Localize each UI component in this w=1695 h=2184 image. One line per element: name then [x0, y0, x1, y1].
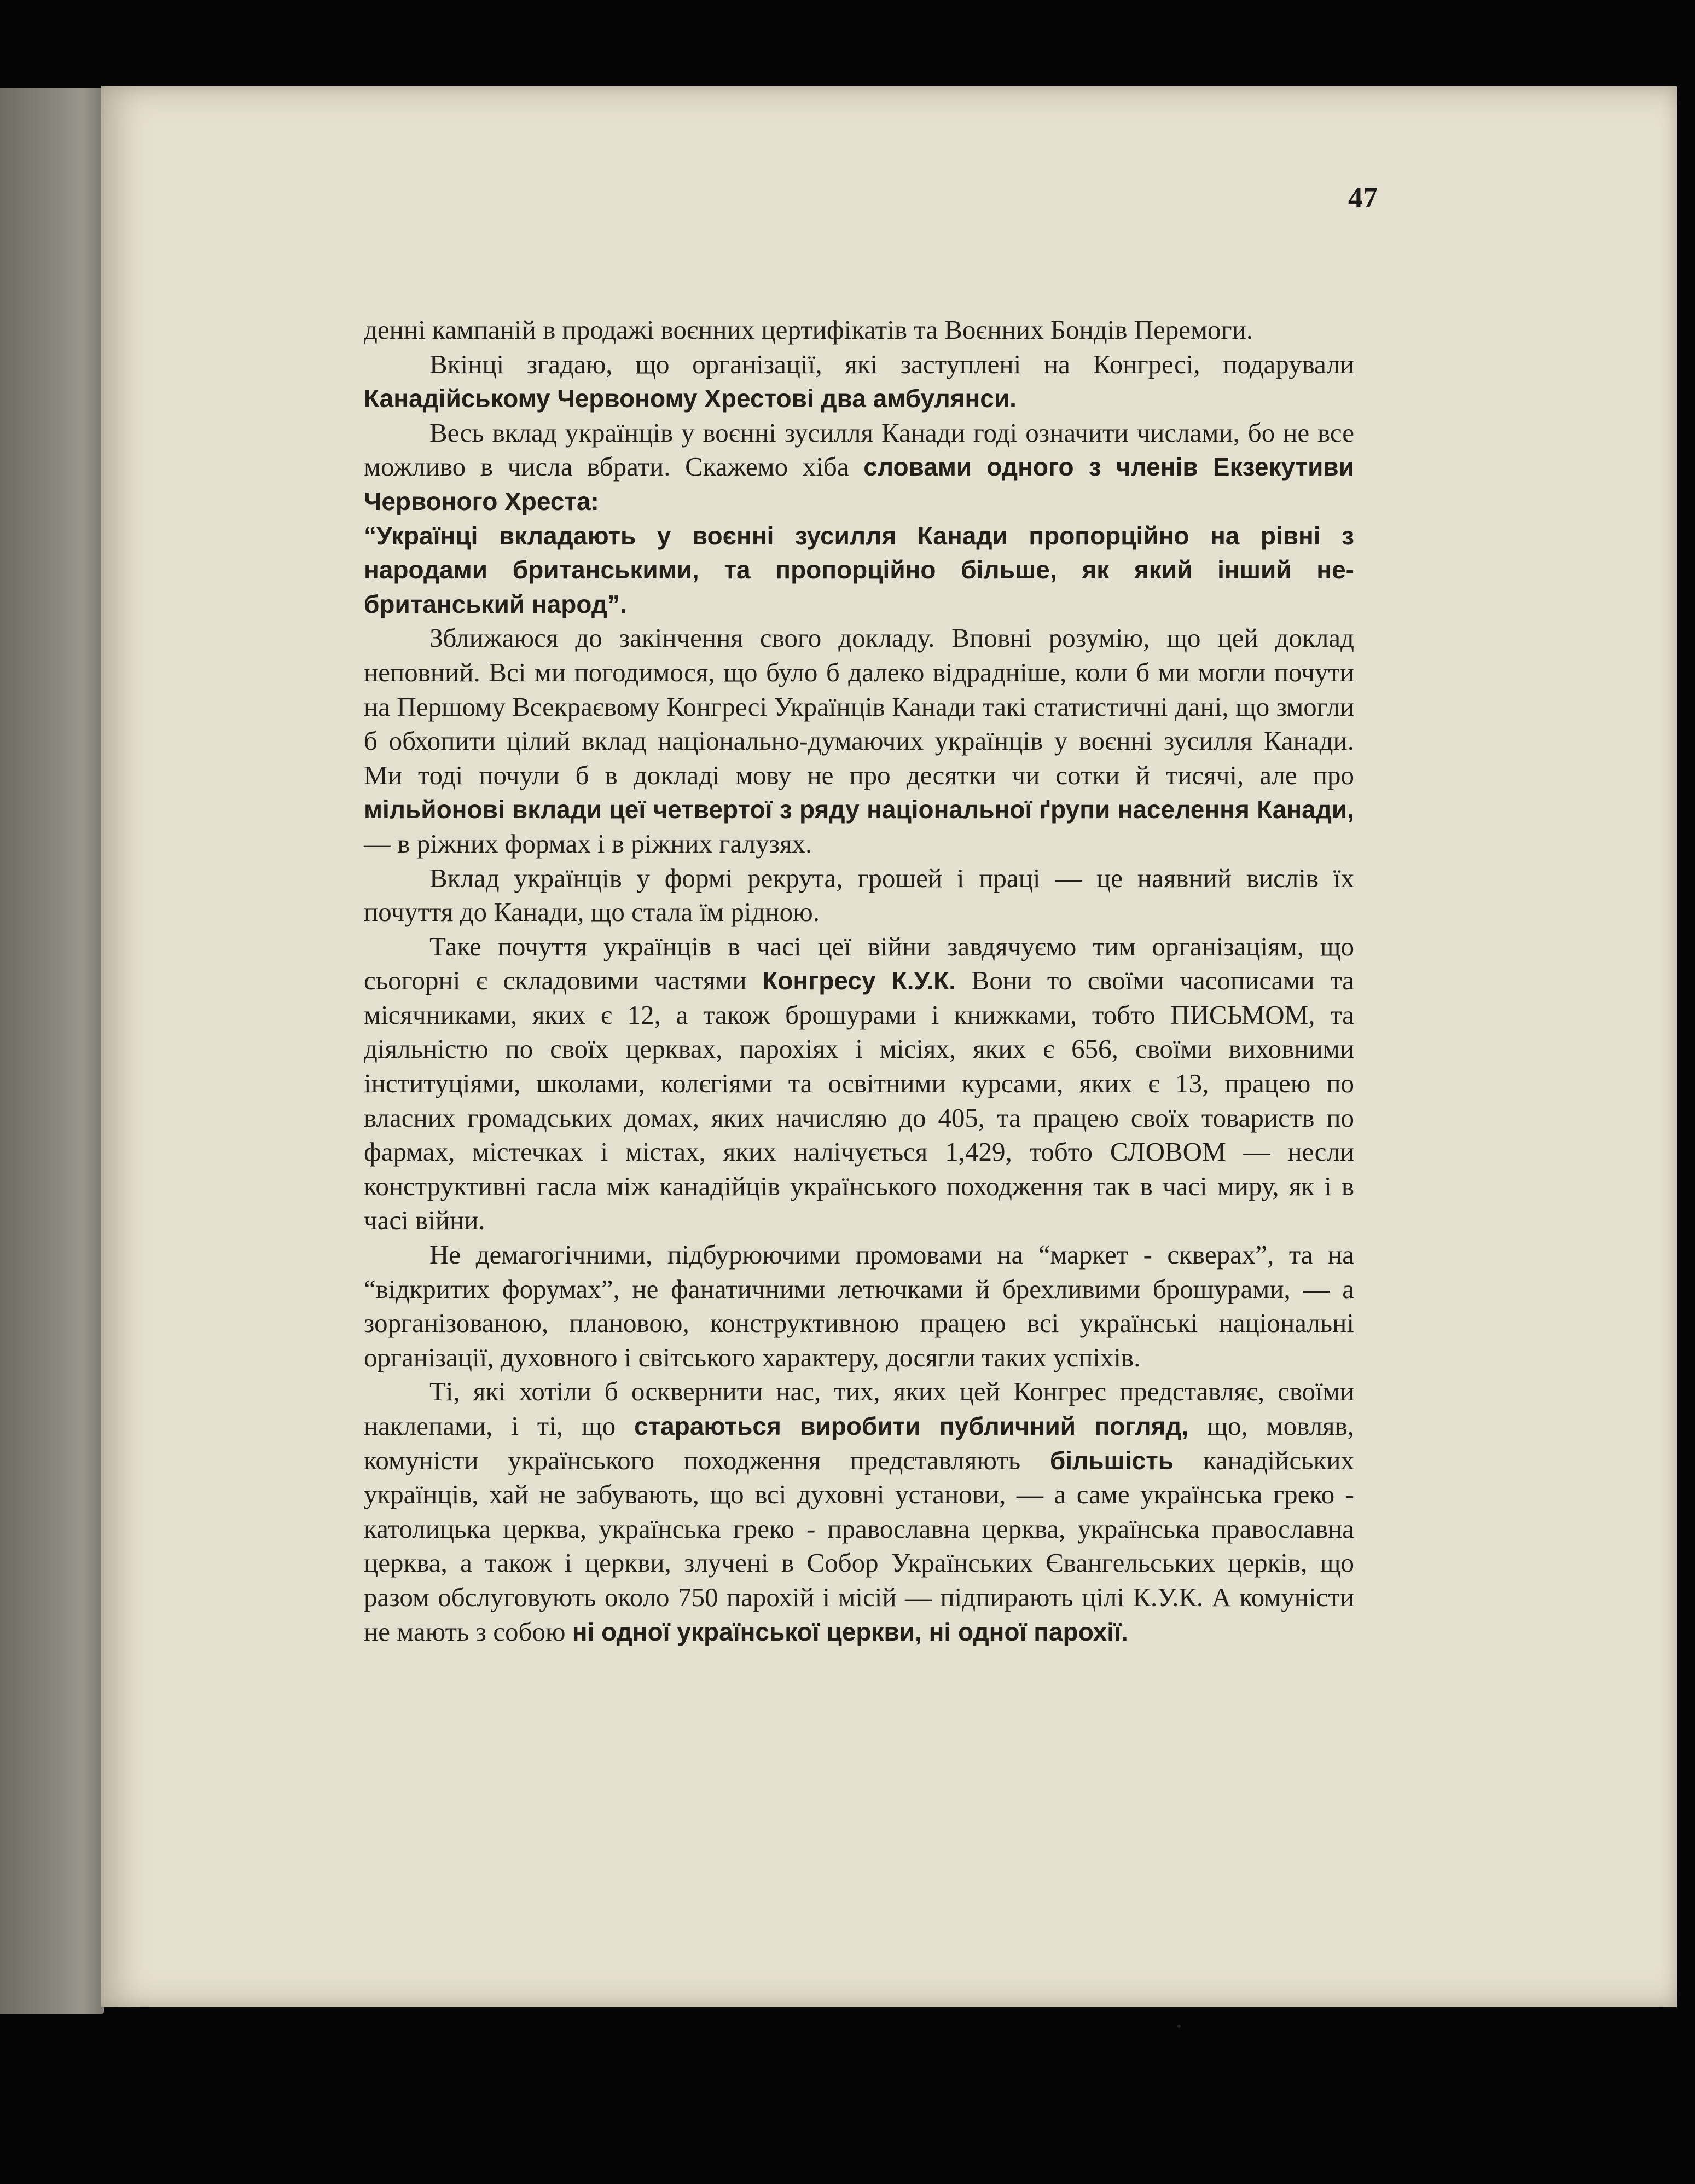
- bold-text: словами одного з членів Екзекутиви Червоного Хреста:: [364, 453, 1354, 515]
- paragraph: [364, 621, 1354, 861]
- paper-speck: [1177, 2025, 1181, 2028]
- text-run: Вкінці згадаю, що організації, які заступлені на Конгресі, подарували: [429, 349, 1354, 379]
- text-run: — в ріжних формах і в ріжних галузях.: [364, 828, 812, 859]
- text-run: Ті, які хотіли б осквернити нас, тих, яких цей Конгрес представляє, своїми наклепами, і ті, що: [364, 1376, 1354, 1441]
- bold-text: Конгресу К.У.К.: [762, 966, 956, 995]
- paragraph: [364, 416, 1354, 519]
- bold-text: більшість: [1049, 1446, 1174, 1475]
- text-run: Не демагогічними, підбурюючими промовами на “маркет - скверах”, та на “відкритих форумах”, не фанатичними летючками й брехливими брошурами, — а зорганізованою, плановою, конструктивною працею всі українські національні організації, духовного і світського характеру, досягли таких успіхів.: [364, 1239, 1354, 1372]
- text-run: “Українці вкладають у воєнні зусилля Канади пропорційно на рівні з народами британськими, та пропорційно більше, як який інший не-британський народ”.: [364, 521, 1354, 618]
- paragraph: [364, 347, 1354, 416]
- paragraph: [364, 861, 1354, 930]
- block-quote: [364, 519, 1354, 622]
- text-run: Вклад українців у формі рекрута, грошей і праці — це наявний вислів їх почуття до Канади, що стала їм рідною.: [364, 862, 1354, 928]
- paragraph: [364, 1375, 1354, 1649]
- bold-text: Канадійському Червоному Хрестові два амбулянси.: [364, 384, 1017, 413]
- text-run: Таке почуття українців в часі цеї війни завдячуємо тим організаціям, що сьогорні є складовими частями: [364, 931, 1354, 996]
- text-run: канадійських українців, хай не забувають, що всі духовні установи, — а саме українська греко - католицька церква, українська греко - православна церква, українська православна церква, а також і церкви, злучені в Собор Українських Євангельських церків, що разом обслуговують около 750 парохій і місій — підпирають цілі К.У.К. А комуністи не мають з собою: [364, 1445, 1355, 1647]
- text-run: Зближаюся до закінчення свого докладу. Вповні розумію, що цей доклад неповний. Всі ми погодимося, що було б далеко відрадніше, коли б ми могли почути на Першому Всекраєвому Конгресі Українців Канади такі статистичні дані, що змогли б обхопити цілий вклад національно-думаючих українців у воєнні зусилля Канади. Ми тоді почули б в докладі мову не про десятки чи сотки й тисячі, але про: [364, 623, 1354, 790]
- bold-text: мільйонові вклади цеї четвертої з ряду національної ґрупи населення Канади,: [364, 795, 1354, 824]
- text-run: денні кампаній в продажі воєнних цертифікатів та Воєнних Бондів Перемоги.: [364, 315, 1253, 345]
- text-run: Весь вклад українців у воєнні зусилля Канади годі означити числами, бо не все можливо в числа вбрати. Скажемо хіба: [364, 417, 1354, 482]
- text-run: що, мовляв, комуністи українського походження представляють: [364, 1411, 1354, 1475]
- page-number: 47: [1348, 181, 1378, 214]
- bold-text: ні одної української церкви, ні одної парохії.: [572, 1617, 1128, 1646]
- paragraph: [364, 1238, 1354, 1375]
- text-run: Вони то своїми часописами та місячниками, яких є 12, а також брошурами і книжками, тобто ПИСЬМОМ, та діяльністю по своїх церквах, парохіях і місіях, яких є 656, своїми виховними інституціями, школами, колєгіями та освітними курсами, яких є 13, працею по власних громадських домах, яких начисляю до 405, та працею своїх товариств по фармах, містечках і містах, яких налічується 1,429, тобто СЛОВОМ — несли конструктивні гасла між канадійців українського походження так в часі миру, як і в часі війни.: [364, 965, 1355, 1236]
- paragraph: [364, 930, 1354, 1238]
- paragraph: [364, 313, 1354, 347]
- bold-text: стараються виробити публичний погляд,: [634, 1412, 1189, 1440]
- page-body-text: [364, 313, 1354, 1649]
